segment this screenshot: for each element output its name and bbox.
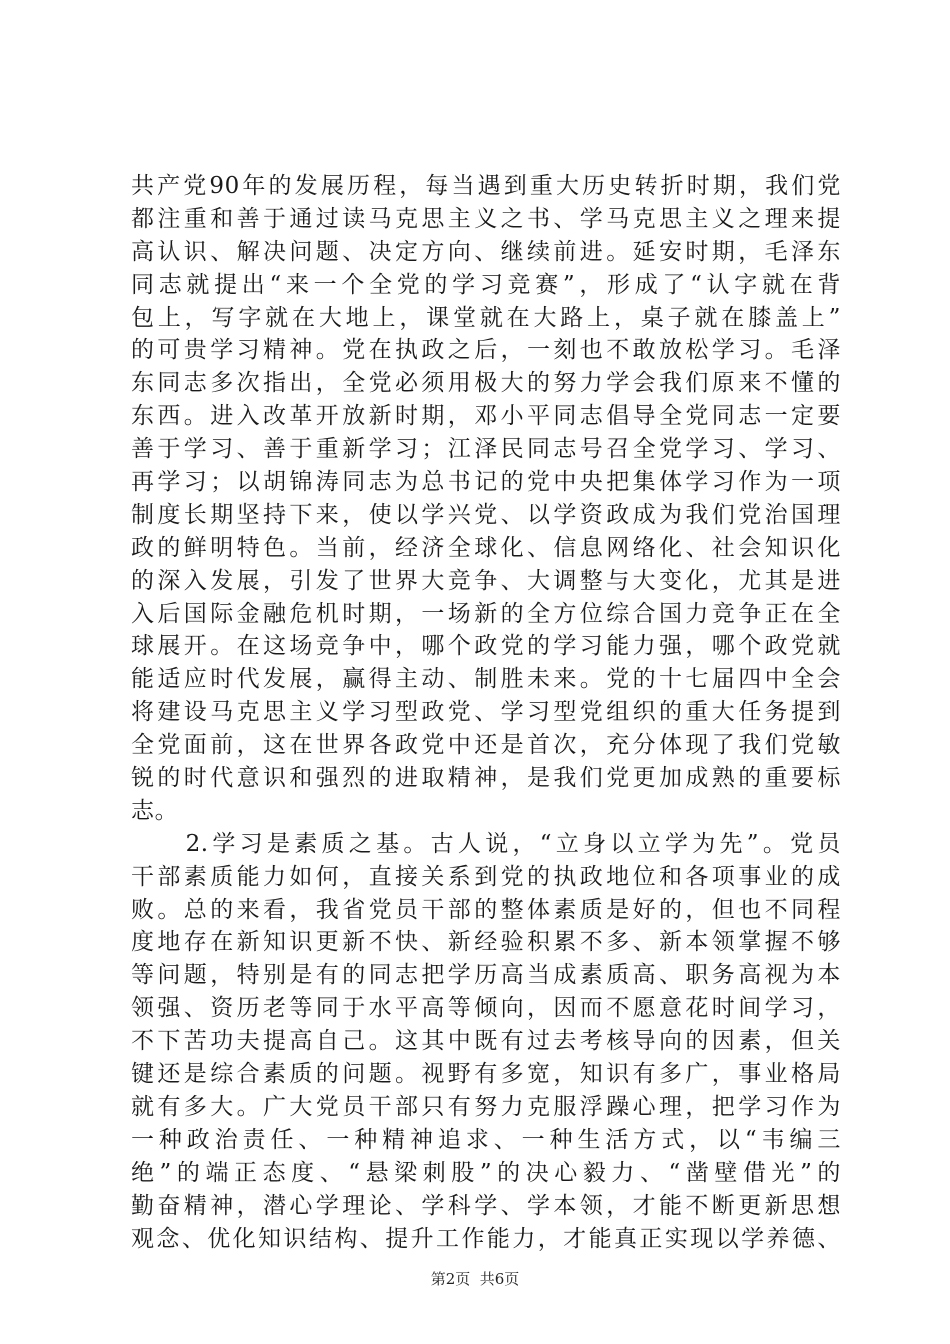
text-line-21: 2.学习是素质之基。古人说，“立身以立学为先”。党员 [131, 830, 841, 857]
text-line-12: 政的鲜明特色。当前，经济全球化、信息网络化、社会知识化 [131, 534, 841, 561]
text-line-2: 都注重和善于通过读马克思主义之书、学马克思主义之理来提 [131, 205, 841, 232]
text-line-11: 制度长期坚持下来，使以学兴党、以学资政成为我们党治国理 [131, 501, 841, 528]
text-line-18: 全党面前，这在世界各政党中还是首次，充分体现了我们党敏 [131, 732, 841, 759]
text-line-15: 球展开。在这场竞争中，哪个政党的学习能力强，哪个政党就 [131, 633, 841, 660]
text-line-14: 入后国际金融危机时期，一场新的全方位综合国力竞争正在全 [131, 600, 841, 627]
text-line-27: 不下苦功夫提高自己。这其中既有过去考核导向的因素，但关 [131, 1028, 841, 1055]
text-line-20: 志。 [131, 797, 179, 824]
text-line-3: 高认识、解决问题、决定方向、继续前进。延安时期，毛泽东 [131, 238, 841, 265]
text-line-24: 度地存在新知识更新不快、新经验积累不多、新本领掌握不够 [131, 929, 841, 956]
text-line-1: 共产党90年的发展历程，每当遇到重大历史转折时期，我们党 [131, 173, 841, 199]
text-line-23: 败。总的来看，我省党员干部的整体素质是好的，但也不同程 [131, 896, 841, 923]
text-line-28: 键还是综合素质的问题。视野有多宽，知识有多广，事业格局 [131, 1061, 841, 1088]
text-line-4: 同志就提出“来一个全党的学习竞赛”，形成了“认字就在背 [131, 271, 841, 298]
text-line-8: 东西。进入改革开放新时期，邓小平同志倡导全党同志一定要 [131, 403, 841, 430]
text-line-33: 观念、优化知识结构、提升工作能力，才能真正实现以学养德、 [131, 1225, 841, 1252]
text-line-7: 东同志多次指出，全党必须用极大的努力学会我们原来不懂的 [131, 370, 841, 397]
text-line-13: 的深入发展，引发了世界大竞争、大调整与大变化，尤其是进 [131, 567, 841, 594]
text-line-5: 包上，写字就在大地上，课堂就在大路上，桌子就在膝盖上” [131, 304, 841, 331]
page-number-footer: 第2页 共6页 [430, 1270, 520, 1288]
text-line-26: 领强、资历老等同于水平高等倾向，因而不愿意花时间学习， [131, 995, 841, 1022]
text-line-19: 锐的时代意识和强烈的进取精神，是我们党更加成熟的重要标 [131, 765, 841, 792]
text-line-29: 就有多大。广大党员干部只有努力克服浮躁心理，把学习作为 [131, 1093, 841, 1120]
text-line-10: 再学习；以胡锦涛同志为总书记的党中央把集体学习作为一项 [131, 469, 841, 496]
text-line-6: 的可贵学习精神。党在执政之后，一刻也不敢放松学习。毛泽 [131, 337, 841, 364]
text-line-31: 绝”的端正态度、“悬梁刺股”的决心毅力、“凿壁借光”的 [131, 1159, 841, 1186]
text-line-9: 善于学习、善于重新学习；江泽民同志号召全党学习、学习、 [131, 436, 841, 463]
text-line-30: 一种政治责任、一种精神追求、一种生活方式，以“韦编三 [131, 1126, 841, 1153]
text-line-32: 勤奋精神，潜心学理论、学科学、学本领，才能不断更新思想 [131, 1192, 841, 1219]
body-text [131, 170, 841, 1255]
text-line-16: 能适应时代发展，赢得主动、制胜未来。党的十七届四中全会 [131, 666, 841, 693]
text-line-17: 将建设马克思主义学习型政党、学习型党组织的重大任务提到 [131, 699, 841, 726]
text-line-25: 等问题，特别是有的同志把学历高当成素质高、职务高视为本 [131, 962, 841, 989]
text-line-22: 干部素质能力如何，直接关系到党的执政地位和各项事业的成 [131, 863, 841, 890]
